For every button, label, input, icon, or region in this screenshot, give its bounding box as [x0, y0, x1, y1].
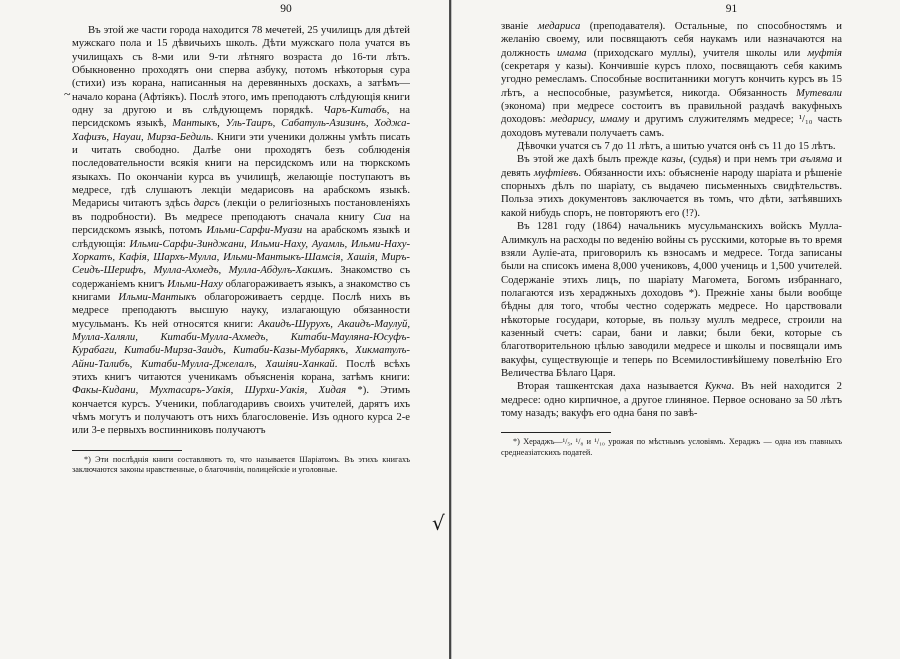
text-run: (эконома) при медресе состоитъ въ правильной раздачѣ вакуфныхъ доходовъ:	[501, 100, 842, 126]
text-run: на арабскомъ языкѣ и слѣдующія:	[72, 224, 410, 250]
italic-term: Факы-Кидани, Мухтасаръ-Уакія, Шурхи-Уакія, Хидая	[72, 384, 347, 397]
text-run: . Знакомство съ содержаніемъ книгъ	[72, 264, 411, 290]
italic-term: Мантыкъ, Уль-Таиръ, Сабатуль-Азизинъ, Ходжа-Хафизъ, Науаи, Мирза-Бедиль	[72, 117, 411, 143]
text-run: . Въ ней находится 2 медресе: одно кирпичное, а другое глиняное. Первое основано за 50 лѣтъ тому назадъ; вакуфъ его одна баня по завѣ-	[501, 380, 842, 419]
italic-term: дарсъ	[193, 197, 220, 210]
paragraph	[501, 20, 842, 140]
italic-term: Кукча	[704, 380, 732, 393]
text-run: на персидскомъ языкѣ, потомъ	[72, 210, 410, 237]
page-number-left: 90	[280, 3, 292, 15]
italic-term: имама	[556, 46, 587, 59]
text-run: , на персидскомъ языкѣ,	[72, 104, 410, 130]
text-run: (лекціи о религіозныхъ постановленіяхъ въ подробности). Въ медресе преподаютъ сначала книгу	[72, 197, 411, 223]
italic-term: Ильми-Сарфи-Муази	[206, 224, 303, 237]
footnote-right	[501, 437, 842, 458]
paragraph	[501, 153, 842, 220]
text-run: облагороживаетъ сердце. Послѣ нихъ въ медресе преподаютъ высшую науку, излагающую обязанности мусульманъ. Къ ней относятся книги:	[72, 290, 410, 330]
text-run: Въ этой же дахѣ былъ прежде	[517, 153, 662, 166]
italic-term: аълямa	[799, 153, 833, 166]
right-page-body	[501, 20, 842, 420]
text-run: *). Этимъ кончается курсъ. Ученики, поблагодаривъ своихъ учителей, дарятъ ихъ чѣмъ могутъ и получаютъ отъ нихъ благословеніе. Изъ одного курса 2-е или 3-е первыхъ воспинниковъ получаютъ	[72, 384, 410, 437]
italic-term: Чаръ-Китабъ	[323, 104, 387, 117]
italic-term: Ильми-Наху	[167, 277, 223, 290]
italic-term: Акаидъ-Шурухъ, Акаидъ-Маулуй, Мулла-Халяли, Китаби-Мулла-Ахмедъ, Китаби-Мауляна-Юсуфъ-Курабаги, Китаби-Мирза-Заидъ, Китаби-Казы-Мубарякъ, Хикматулъ-Айни-Талибъ, Китаби-Мулла-Джелалъ, Хашіяи-Ханкай	[72, 317, 410, 370]
text-run: Дѣвочки учатся съ 7 до 11 лѣтъ, а шитью учатся онѣ съ 11 до 15 лѣтъ.	[517, 140, 836, 153]
italic-term: муфтіевъ	[533, 166, 579, 179]
text-run: (приходскаго муллы), учителя школы или	[586, 46, 808, 59]
text-run: Въ 1281 году (1864) начальникъ мусульманскихъ войскъ Мулла-Алимкулъ на расходы по веденію войны съ русскими, которые въ то время взяли Ауліе-ата, приговорилъ къ взносамъ и медресе. Тогда записаны были на списокъ имена 8,000 учениковъ, 4,000 учениць и 1,500 учителей. Содержаніе этихъ лицъ, по шаріату Магомета, Богомъ избраннаго, полагаются изъ хераджныхъ доходовъ *). Прежніе ханы были вообще бѣдны для того, чтобы честно содержать медресе. Но царствовали нѣкоторые государи, которые, въ пользу муллъ медресе, строили на казенный счетъ: сараи, бани и лавки; были беки, которые съ благотворительною цѣлью заводили медресе и школы и посвящали имъ вакуфы, существующіе и теперь по Всемилостивѣйшему повелѣнію Его Величества Бѣлаго Царя.	[501, 220, 842, 379]
paragraph	[501, 220, 842, 380]
italic-term: медарису, имаму	[550, 113, 630, 126]
text-run: и другимъ служителямъ медресе; ¹/₁₀ часть доходовъ мутевали получаетъ самъ.	[501, 113, 842, 139]
italic-term: муфтія	[807, 46, 842, 59]
text-run: и девять	[501, 153, 842, 179]
text-run: , (судья) и при немъ три	[683, 153, 800, 166]
footnote-rule-right	[501, 432, 611, 433]
italic-term: казы	[661, 153, 684, 166]
footnote-left-text: *) Эти послѣднія книги составляютъ то, что называется Шаріатомъ. Въ этихъ книгахъ заключаются законы нравственные, о благочиніи, полицейскіе и уголовные.	[72, 454, 410, 475]
paragraph	[72, 24, 410, 438]
paragraph	[501, 380, 842, 420]
text-run: (секретаря у казы). Кончившіе курсъ плохо, посвящаютъ себя какимъ угодно ремесламъ. Способные воспитанники могутъ кончить курсъ въ 15 лѣтъ, а неспособные, разумѣется, никогда. Обязанность	[501, 60, 842, 99]
italic-term: Мутевали	[795, 86, 842, 99]
text-run: . Обязанности ихъ: объясненіе народу шаріата и рѣшеніе спорныхъ дѣлъ по шаріату, съ выдачею письменныхъ свидѣтельствъ. Польза этихъ документовъ заключается въ томъ, что дѣти, затѣявшихъ какой нибудь споръ, не повторяютъ его (!?).	[501, 166, 842, 219]
footnote-left	[72, 455, 410, 476]
footnote-right-text: *) Хераджъ—¹/₅, ¹/₈ и ¹/₁₀ урожая по мѣстнымъ условіямъ. Хераджъ — одна изъ главныхъ среднеазіатскихъ податей.	[501, 437, 842, 457]
italic-term: Ильми-Сарфи-Зинджани, Ильми-Наху, Ауамль, Ильми-Наху-Хоркатъ, Кафія, Шархъ-Мулла, Ильми-Мантыкъ-Шамсія, Хашія, Миръ-Сеидъ-Шерифъ, Мулла-Ахмедъ, Мулла-Абдулъ-Хакимъ	[72, 237, 411, 277]
right-page	[450, 0, 900, 659]
italic-term: Ильми-Мантыкъ	[118, 290, 197, 303]
handwritten-tick-mark: ~	[64, 87, 71, 101]
text-run: . Книги эти ученики должны умѣть писать и читать свободно. Далѣе они проходятъ безъ соблюденія последовательности всякія книги на персидскомъ или на тюркскомъ языкахъ. По окончаніи курса въ училищѣ, желающіе поступаютъ въ медресе, гдѣ слушаютъ лекціи медарисовъ на арабскомъ языкѣ. Медарисы читаютъ здѣсь	[72, 130, 410, 210]
italic-term: медариса	[537, 20, 581, 32]
handwritten-check-mark: √	[432, 511, 445, 535]
text-run: званіе	[501, 20, 538, 32]
footnote-rule-left	[72, 450, 182, 451]
text-run: облагораживаетъ языкъ, а знакомство съ книгами	[72, 277, 410, 303]
page-number-right: 91	[725, 3, 738, 15]
text-run: . Послѣ всѣхъ этихъ книгъ читаются ученикамъ объясненія корана, затѣмъ книги:	[72, 357, 410, 383]
italic-term: Сиа	[373, 210, 391, 223]
text-run: Въ этой же части города находится 78 мечетей, 25 училищъ для дѣтей мужскаго пола и 15 дѣвичьихъ школъ. Дѣти мужскаго пола учатся въ училищахъ съ 8-ми или 9-ти лѣтняго возраста до 16-ти лѣтъ. Обыкновенно проходятъ они сперва азбуку, потомъ нѣкоторыя сура (стихи) изъ корана, написанныя на деревянныхъ доскахъ, а затѣмъ—начало корана (Афтіякъ). Послѣ этого, имъ преподаютъ слѣдующія книги одну за другою и въ слѣдующемъ порядкѣ.	[72, 24, 410, 117]
text-run: Вторая ташкентская даха называется	[517, 380, 705, 393]
left-page-body	[72, 24, 410, 438]
paragraph	[501, 140, 842, 153]
text-run: (преподавателя). Остальные, по способностямъ и желанію своему, или посвящаютъ себя наукамъ или назначаются на должность	[501, 20, 842, 59]
